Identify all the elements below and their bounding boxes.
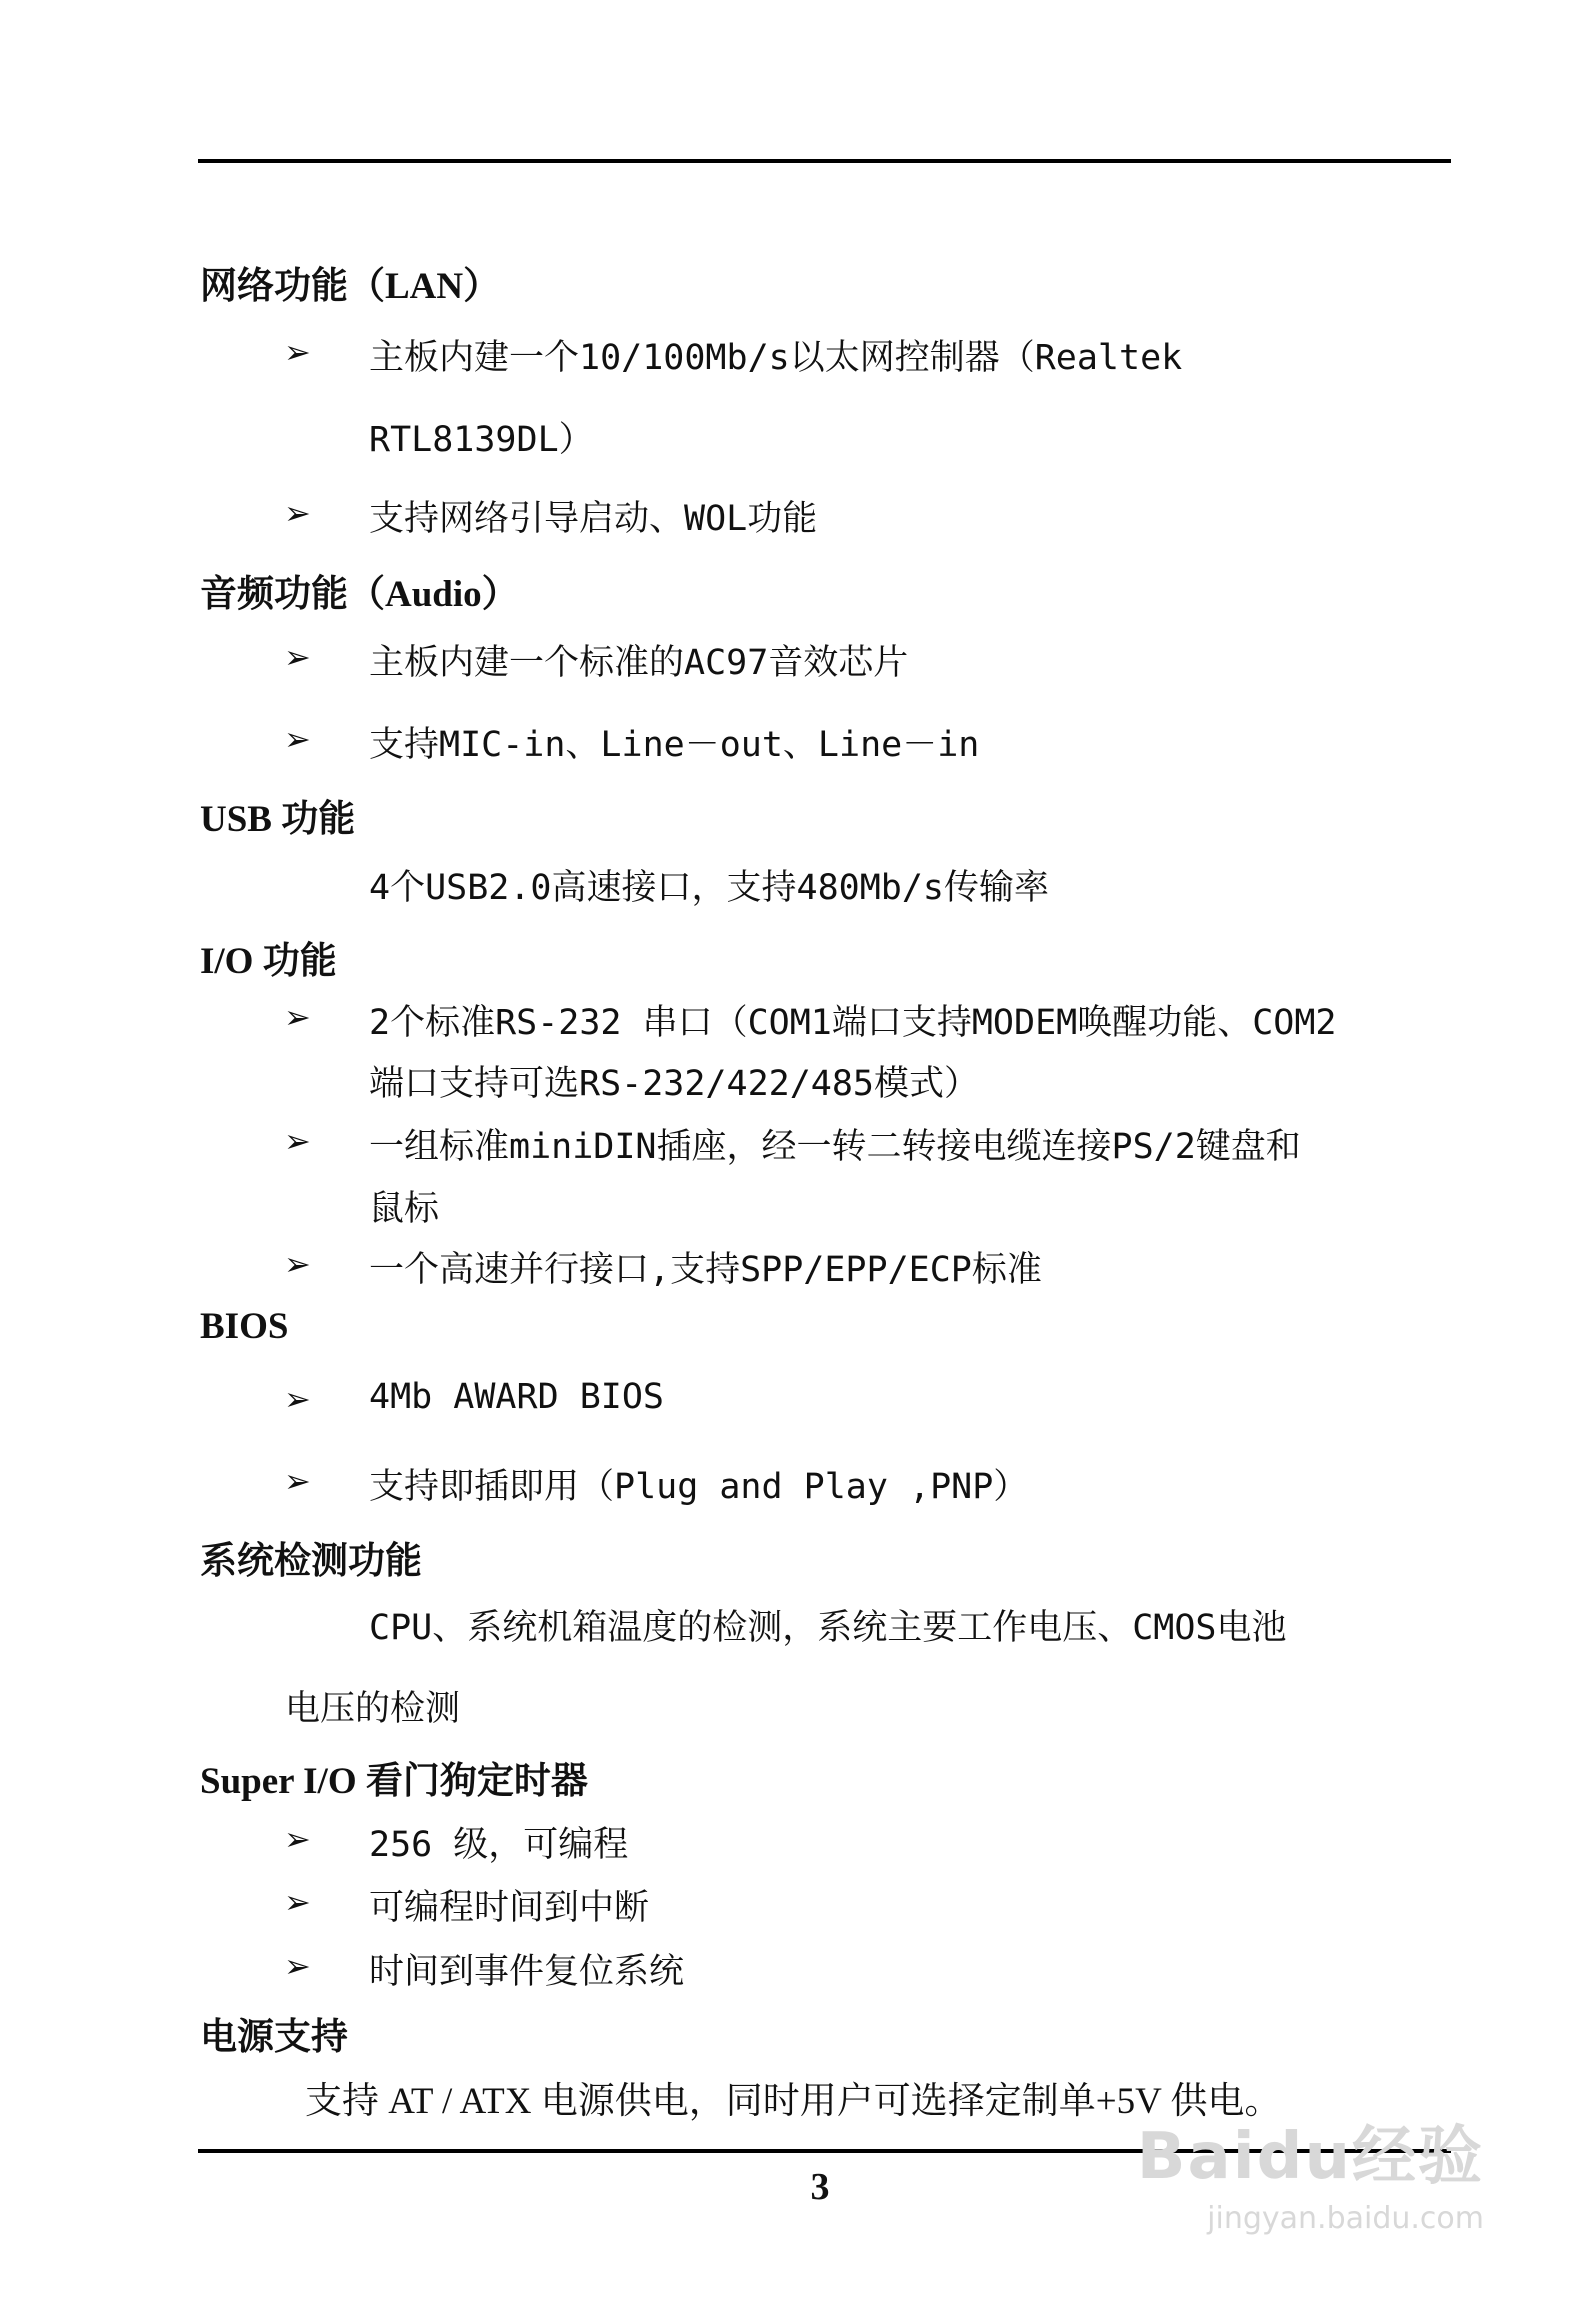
lan-item-1: 主板内建一个10/100Mb/s以太网控制器（Realtek	[369, 338, 1183, 378]
io-item-2-cont: 鼠标	[369, 1189, 440, 1229]
section-heading-bios: BIOS	[200, 1306, 289, 1347]
audio-item-1: 主板内建一个标准的AC97音效芯片	[369, 643, 909, 683]
bios-item-2: 支持即插即用（Plug and Play ,PNP）	[369, 1467, 1029, 1507]
monitoring-text-line-1: CPU、系统机箱温度的检测，系统主要工作电压、CMOS电池	[369, 1608, 1287, 1648]
section-heading-lan: 网络功能（LAN）	[200, 266, 501, 307]
watermark	[1137, 2105, 1484, 2236]
io-item-1: 2个标准RS-232 串口（COM1端口支持MODEM唤醒功能、COM2	[369, 1003, 1337, 1043]
section-heading-audio: 音频功能（Audio）	[200, 574, 519, 615]
bullet-icon: ➢	[284, 998, 311, 1036]
section-heading-watchdog: Super I/O 看门狗定时器	[200, 1761, 588, 1802]
section-heading-usb: USB 功能	[200, 799, 356, 840]
bullet-icon: ➢	[284, 1947, 311, 1985]
io-item-3: 一个高速并行接口,支持SPP/EPP/ECP标准	[369, 1250, 1042, 1290]
bullet-icon: ➢	[284, 1122, 311, 1160]
audio-item-2: 支持MIC-in、Line－out、Line－in	[369, 725, 980, 765]
lan-item-2: 支持网络引导启动、WOL功能	[369, 499, 818, 539]
bullet-icon: ➢	[284, 1245, 311, 1283]
section-heading-monitoring: 系统检测功能	[200, 1541, 422, 1582]
watchdog-item-2: 可编程时间到中断	[369, 1888, 650, 1928]
bullet-icon: ➢	[284, 333, 311, 371]
bullet-icon: ➢	[284, 720, 311, 758]
bullet-icon: ➢	[284, 1883, 311, 1921]
section-heading-power: 电源支持	[200, 2017, 348, 2058]
watermark-logo: Baidu经验	[1136, 2120, 1484, 2194]
section-heading-io: I/O 功能	[200, 941, 337, 982]
power-text: 支持 AT / ATX 电源供电，同时用户可选择定制单+5V 供电。	[305, 2081, 1282, 2122]
io-item-1-cont: 端口支持可选RS-232/422/485模式）	[369, 1064, 980, 1104]
bullet-icon: ➢	[284, 1380, 311, 1418]
bullet-icon: ➢	[284, 638, 311, 676]
bullet-icon: ➢	[284, 1820, 311, 1858]
lan-item-1-cont: RTL8139DL）	[369, 420, 594, 460]
usb-text: 4个USB2.0高速接口，支持480Mb/s传输率	[369, 868, 1050, 908]
monitoring-text-line-2: 电压的检测	[285, 1689, 461, 1729]
header-rule	[198, 159, 1451, 163]
bullet-icon: ➢	[284, 494, 311, 532]
io-item-2: 一组标准miniDIN插座，经一转二转接电缆连接PS/2键盘和	[369, 1127, 1301, 1167]
page-number: 3	[810, 2166, 830, 2208]
bios-item-1: 4Mb AWARD BIOS	[369, 1377, 665, 1417]
watchdog-item-3: 时间到事件复位系统	[369, 1952, 685, 1992]
watermark-url: jingyan.baidu.com	[1207, 2201, 1484, 2236]
watchdog-item-1: 256 级，可编程	[369, 1825, 629, 1865]
bullet-icon: ➢	[284, 1462, 311, 1500]
